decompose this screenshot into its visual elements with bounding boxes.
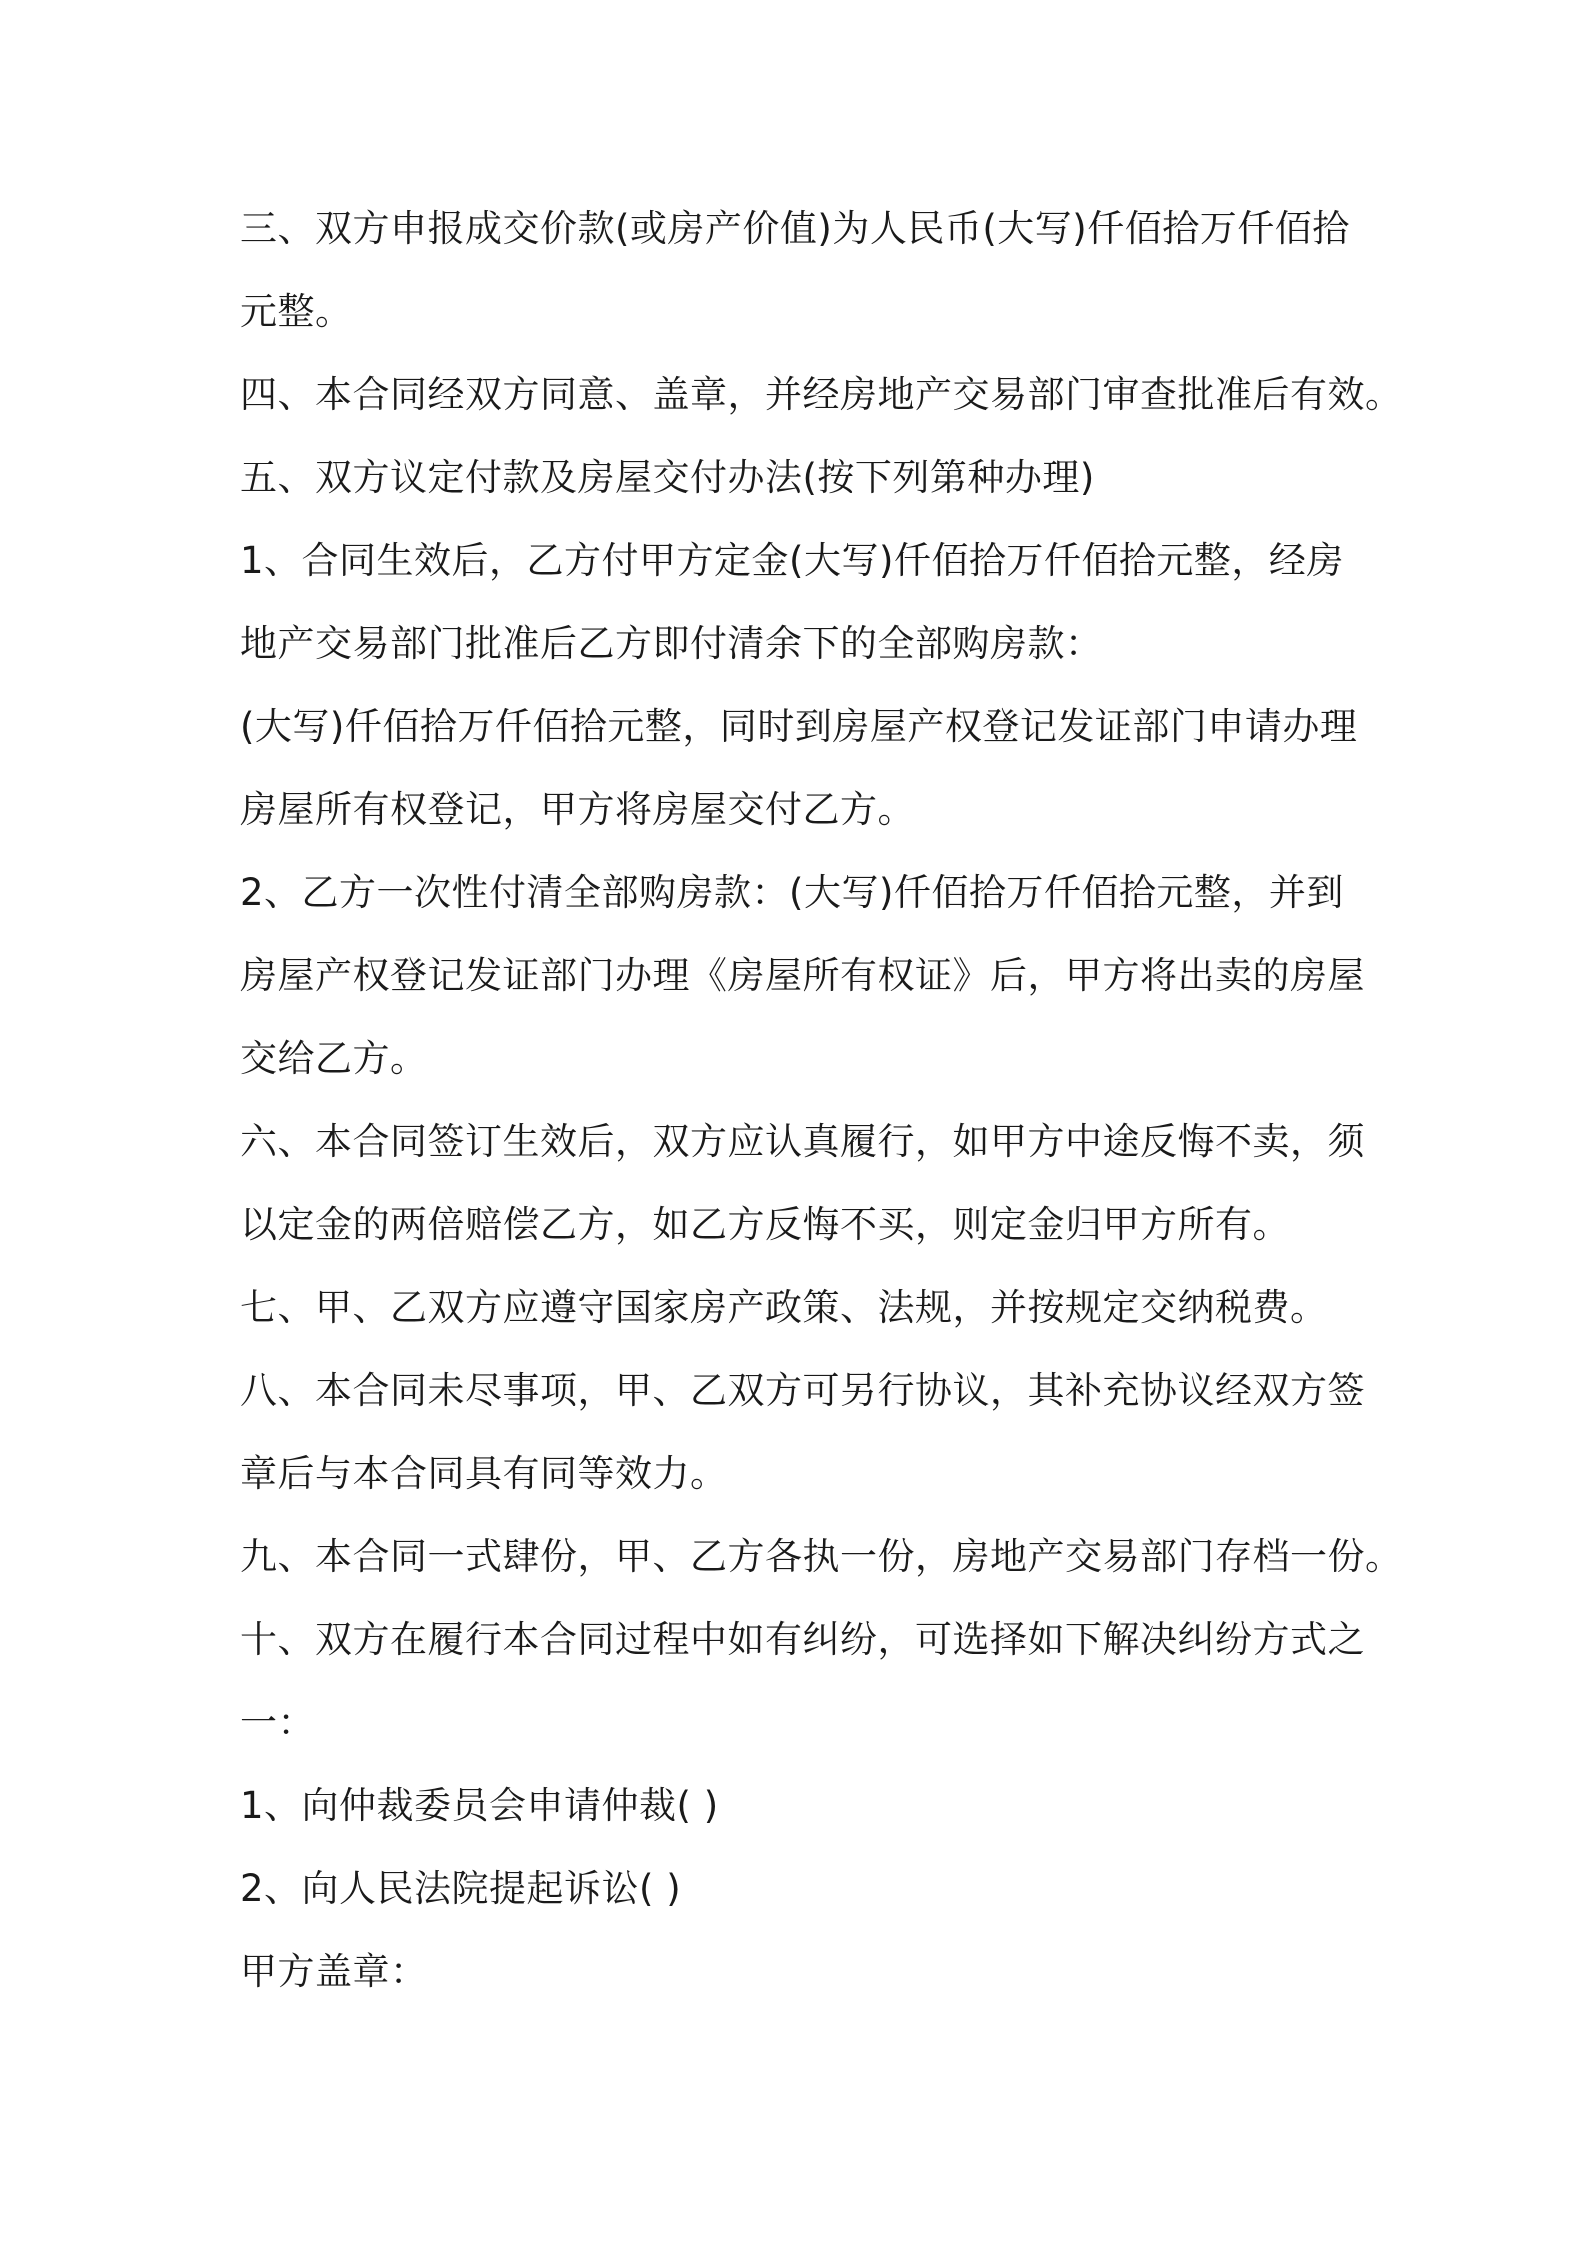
- clause-10-line-1: 十、双方在履行本合同过程中如有纠纷，可选择如下解决纠纷方式之: [240, 1618, 1365, 1661]
- clause-3-line-2: 元整。: [240, 290, 353, 333]
- clause-10-option-2: 2、向人民法院提起诉讼( ): [240, 1867, 682, 1910]
- clause-5-option-1-line-4: 房屋所有权登记，甲方将房屋交付乙方。: [240, 788, 915, 831]
- clause-5-option-1-line-2: 地产交易部门批准后乙方即付清余下的全部购房款：: [240, 622, 1103, 665]
- clause-5-heading: 五、双方议定付款及房屋交付办法(按下列第种办理): [240, 456, 1095, 499]
- clause-6-line-1: 六、本合同签订生效后，双方应认真履行，如甲方中途反悔不卖，须: [240, 1120, 1365, 1163]
- clause-5-option-2-line-1: 2、乙方一次性付清全部购房款：(大写)仟佰拾万仟佰拾元整，并到: [240, 871, 1344, 914]
- clause-4: 四、本合同经双方同意、盖章，并经房地产交易部门审查批准后有效。: [240, 373, 1403, 416]
- party-a-seal-label: 甲方盖章：: [240, 1950, 428, 1993]
- clause-5-option-1-line-3: (大写)仟佰拾万仟佰拾元整，同时到房屋产权登记发证部门申请办理: [240, 705, 1358, 748]
- clause-5-option-2-line-3: 交给乙方。: [240, 1037, 428, 1080]
- contract-body: [240, 187, 1403, 2013]
- clause-9: 九、本合同一式肆份，甲、乙方各执一份，房地产交易部门存档一份。: [240, 1535, 1403, 1578]
- clause-7: 七、甲、乙双方应遵守国家房产政策、法规，并按规定交纳税费。: [240, 1286, 1328, 1329]
- clause-10-line-2: 一：: [240, 1701, 315, 1744]
- clause-8-line-1: 八、本合同未尽事项，甲、乙双方可另行协议，其补充协议经双方签: [240, 1369, 1365, 1412]
- clause-5-option-2-line-2: 房屋产权登记发证部门办理《房屋所有权证》后，甲方将出卖的房屋: [240, 954, 1365, 997]
- clause-6-line-2: 以定金的两倍赔偿乙方，如乙方反悔不买，则定金归甲方所有。: [240, 1203, 1290, 1246]
- clause-5-option-1-line-1: 1、合同生效后，乙方付甲方定金(大写)仟佰拾万仟佰拾元整，经房: [240, 539, 1344, 582]
- clause-3-line-1: 三、双方申报成交价款(或房产价值)为人民币(大写)仟佰拾万仟佰拾: [240, 207, 1350, 250]
- clause-8-line-2: 章后与本合同具有同等效力。: [240, 1452, 728, 1495]
- clause-10-option-1: 1、向仲裁委员会申请仲裁( ): [240, 1784, 719, 1827]
